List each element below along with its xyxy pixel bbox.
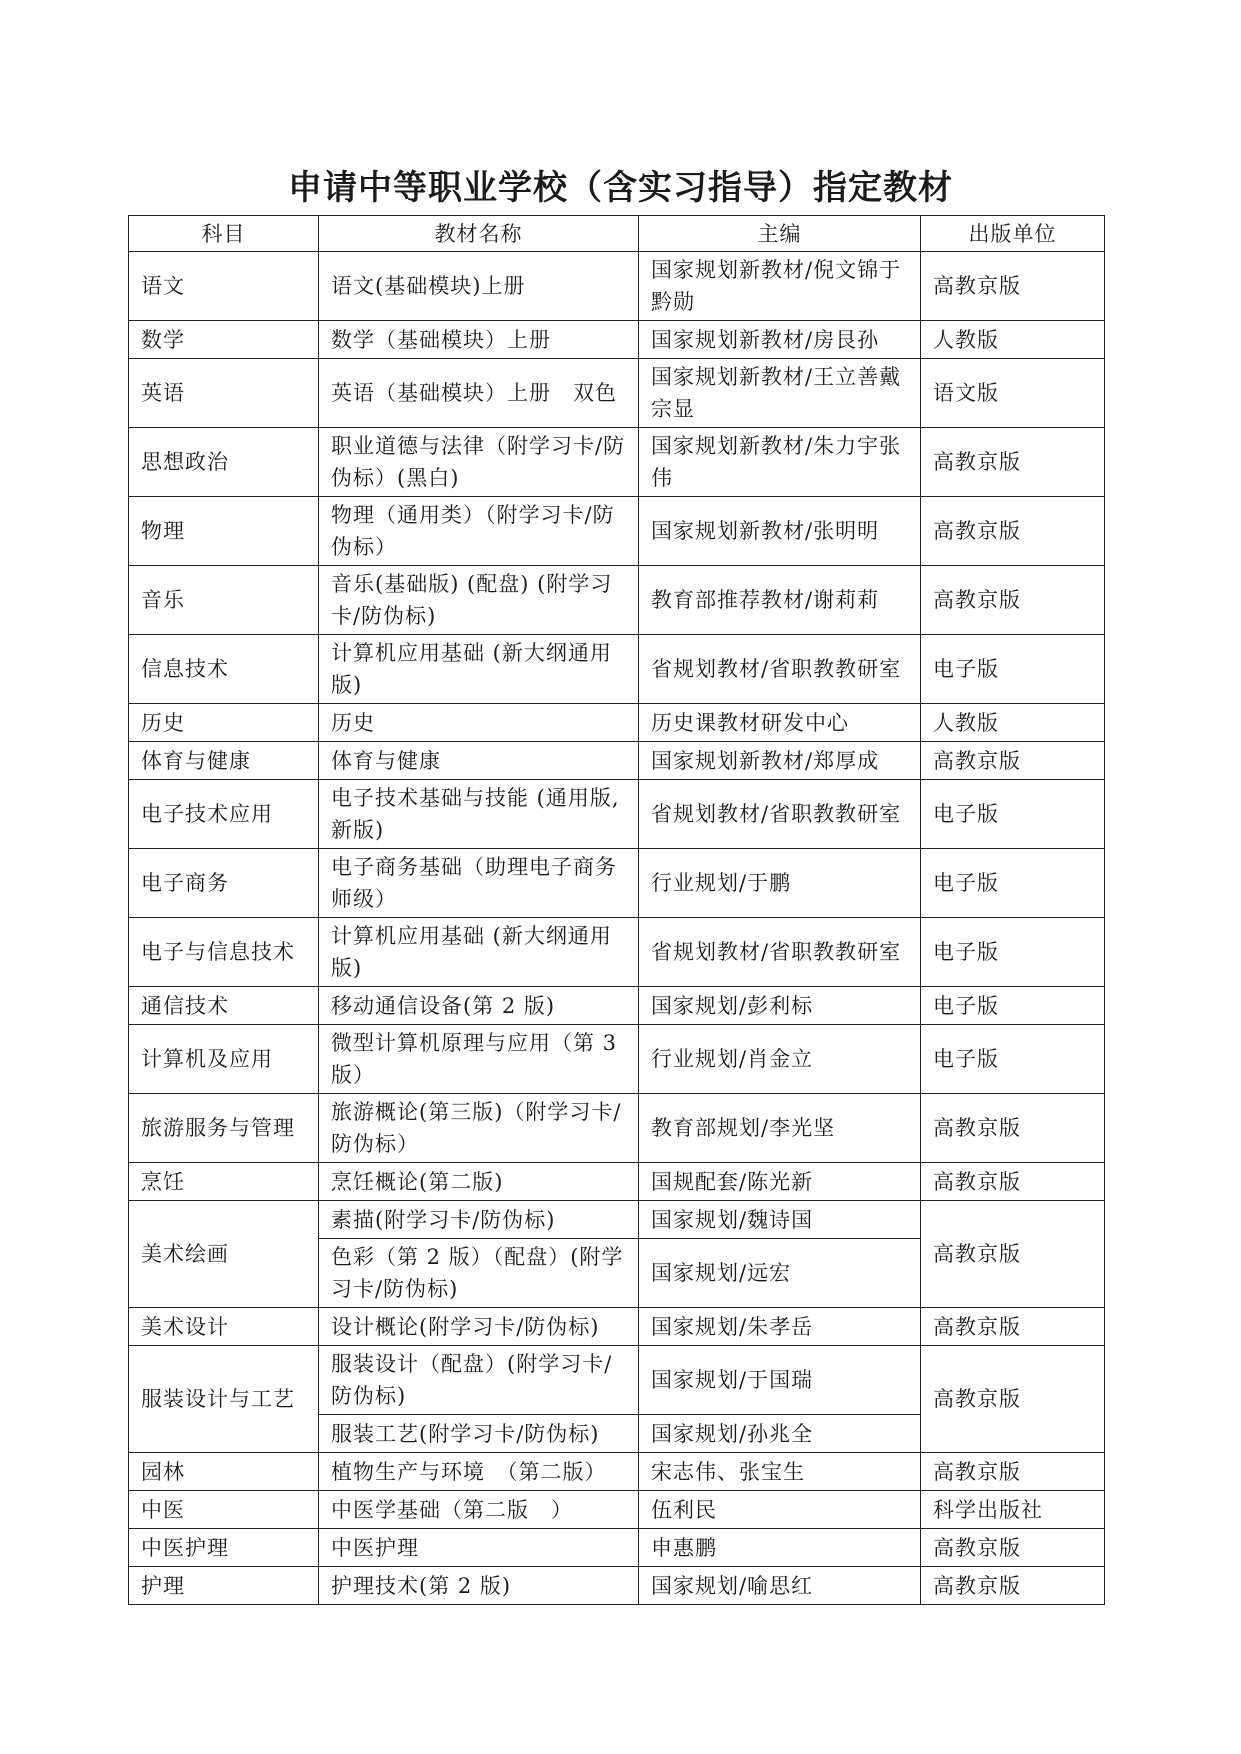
publisher-cell: 电子版	[921, 780, 1105, 849]
publisher-cell: 高教京版	[921, 1346, 1105, 1453]
editor-cell: 国家规划/魏诗国	[639, 1201, 921, 1239]
editor-cell: 宋志伟、张宝生	[639, 1453, 921, 1491]
book-name-cell: 植物生产与环境 （第二版）	[319, 1453, 639, 1491]
table-row	[129, 1346, 1105, 1415]
editor-cell: 国家规划新教材/房艮孙	[639, 321, 921, 359]
subject-cell: 服装设计与工艺	[129, 1346, 319, 1453]
editor-cell: 行业规划/肖金立	[639, 1025, 921, 1094]
table-row	[129, 321, 1105, 359]
publisher-cell: 高教京版	[921, 1201, 1105, 1308]
table-row	[129, 849, 1105, 918]
editor-cell: 国规配套/陈光新	[639, 1163, 921, 1201]
book-name-cell: 移动通信设备(第 2 版)	[319, 987, 639, 1025]
table-row	[129, 1094, 1105, 1163]
publisher-cell: 电子版	[921, 1025, 1105, 1094]
page-title: 申请中等职业学校（含实习指导）指定教材	[288, 168, 953, 208]
book-name-cell: 计算机应用基础 (新大纲通用版)	[319, 918, 639, 987]
table-row	[129, 428, 1105, 497]
editor-cell: 伍利民	[639, 1491, 921, 1529]
subject-cell: 物理	[129, 497, 319, 566]
publisher-cell: 高教京版	[921, 497, 1105, 566]
book-name-cell: 护理技术(第 2 版)	[319, 1567, 639, 1605]
book-name-cell: 历史	[319, 704, 639, 742]
subject-cell: 旅游服务与管理	[129, 1094, 319, 1163]
publisher-cell: 高教京版	[921, 566, 1105, 635]
table-row	[129, 1491, 1105, 1529]
publisher-cell: 电子版	[921, 849, 1105, 918]
book-name-cell: 色彩（第 2 版）（配盘）(附学习卡/防伪标)	[319, 1239, 639, 1308]
publisher-cell: 高教京版	[921, 1453, 1105, 1491]
publisher-cell: 科学出版社	[921, 1491, 1105, 1529]
book-name-cell: 旅游概论(第三版)（附学习卡/防伪标）	[319, 1094, 639, 1163]
book-name-cell: 素描(附学习卡/防伪标)	[319, 1201, 639, 1239]
publisher-cell: 人教版	[921, 704, 1105, 742]
table-row	[129, 1308, 1105, 1346]
editor-cell: 国家规划新教材/张明明	[639, 497, 921, 566]
subject-cell: 护理	[129, 1567, 319, 1605]
table-row	[129, 742, 1105, 780]
table-row	[129, 1025, 1105, 1094]
subject-cell: 中医	[129, 1491, 319, 1529]
subject-cell: 体育与健康	[129, 742, 319, 780]
editor-cell: 省规划教材/省职教教研室	[639, 635, 921, 704]
editor-cell: 申惠鹏	[639, 1529, 921, 1567]
table-row	[129, 497, 1105, 566]
textbook-table	[128, 215, 1105, 1605]
table-row	[129, 1163, 1105, 1201]
subject-cell: 中医护理	[129, 1529, 319, 1567]
publisher-cell: 电子版	[921, 918, 1105, 987]
subject-cell: 电子与信息技术	[129, 918, 319, 987]
editor-cell: 国家规划/孙兆全	[639, 1415, 921, 1453]
publisher-cell: 电子版	[921, 635, 1105, 704]
publisher-cell: 高教京版	[921, 742, 1105, 780]
book-name-cell: 设计概论(附学习卡/防伪标)	[319, 1308, 639, 1346]
table-body	[129, 252, 1105, 1605]
subject-cell: 美术设计	[129, 1308, 319, 1346]
header-subject: 科目	[129, 216, 319, 252]
subject-cell: 通信技术	[129, 987, 319, 1025]
subject-cell: 烹饪	[129, 1163, 319, 1201]
subject-cell: 电子商务	[129, 849, 319, 918]
header-editor: 主编	[639, 216, 921, 252]
publisher-cell: 高教京版	[921, 1529, 1105, 1567]
table-row	[129, 252, 1105, 321]
header-publisher: 出版单位	[921, 216, 1105, 252]
subject-cell: 信息技术	[129, 635, 319, 704]
book-name-cell: 物理（通用类）（附学习卡/防伪标）	[319, 497, 639, 566]
header-book-name: 教材名称	[319, 216, 639, 252]
table-row	[129, 780, 1105, 849]
table-header-row	[129, 216, 1105, 252]
editor-cell: 国家规划/喻思红	[639, 1567, 921, 1605]
book-name-cell: 服装设计（配盘）(附学习卡/防伪标)	[319, 1346, 639, 1415]
editor-cell: 国家规划新教材/郑厚成	[639, 742, 921, 780]
table-row	[129, 359, 1105, 428]
book-name-cell: 音乐(基础版) (配盘) (附学习卡/防伪标)	[319, 566, 639, 635]
editor-cell: 国家规划新教材/朱力宇张 伟	[639, 428, 921, 497]
table-row	[129, 987, 1105, 1025]
subject-cell: 计算机及应用	[129, 1025, 319, 1094]
editor-cell: 国家规划/远宏	[639, 1239, 921, 1308]
editor-cell: 教育部规划/李光坚	[639, 1094, 921, 1163]
publisher-cell: 高教京版	[921, 428, 1105, 497]
subject-cell: 美术绘画	[129, 1201, 319, 1308]
publisher-cell: 人教版	[921, 321, 1105, 359]
subject-cell: 语文	[129, 252, 319, 321]
editor-cell: 国家规划新教材/倪文锦于黔勋	[639, 252, 921, 321]
editor-cell: 省规划教材/省职教教研室	[639, 780, 921, 849]
book-name-cell: 中医护理	[319, 1529, 639, 1567]
book-name-cell: 体育与健康	[319, 742, 639, 780]
publisher-cell: 高教京版	[921, 252, 1105, 321]
table-row	[129, 918, 1105, 987]
subject-cell: 英语	[129, 359, 319, 428]
subject-cell: 历史	[129, 704, 319, 742]
publisher-cell: 高教京版	[921, 1163, 1105, 1201]
book-name-cell: 服装工艺(附学习卡/防伪标)	[319, 1415, 639, 1453]
publisher-cell: 语文版	[921, 359, 1105, 428]
publisher-cell: 高教京版	[921, 1094, 1105, 1163]
editor-cell: 国家规划/彭利标	[639, 987, 921, 1025]
editor-cell: 历史课教材研发中心	[639, 704, 921, 742]
book-name-cell: 烹饪概论(第二版)	[319, 1163, 639, 1201]
editor-cell: 行业规划/于鹏	[639, 849, 921, 918]
table-row	[129, 704, 1105, 742]
book-name-cell: 中医学基础（第二版 ）	[319, 1491, 639, 1529]
subject-cell: 音乐	[129, 566, 319, 635]
publisher-cell: 高教京版	[921, 1308, 1105, 1346]
table-row	[129, 1201, 1105, 1239]
publisher-cell: 高教京版	[921, 1567, 1105, 1605]
table-row	[129, 1453, 1105, 1491]
book-name-cell: 计算机应用基础 (新大纲通用版)	[319, 635, 639, 704]
editor-cell: 国家规划/朱孝岳	[639, 1308, 921, 1346]
book-name-cell: 微型计算机原理与应用（第 3 版）	[319, 1025, 639, 1094]
book-name-cell: 电子技术基础与技能 (通用版, 新版)	[319, 780, 639, 849]
editor-cell: 省规划教材/省职教教研室	[639, 918, 921, 987]
table-row	[129, 566, 1105, 635]
book-name-cell: 电子商务基础（助理电子商务师级）	[319, 849, 639, 918]
book-name-cell: 语文(基础模块)上册	[319, 252, 639, 321]
book-name-cell: 数学（基础模块）上册	[319, 321, 639, 359]
table-row	[129, 1529, 1105, 1567]
book-name-cell: 职业道德与法律（附学习卡/防伪标）(黑白)	[319, 428, 639, 497]
table-row	[129, 635, 1105, 704]
editor-cell: 教育部推荐教材/谢莉莉	[639, 566, 921, 635]
publisher-cell: 电子版	[921, 987, 1105, 1025]
subject-cell: 数学	[129, 321, 319, 359]
subject-cell: 思想政治	[129, 428, 319, 497]
table-row	[129, 1567, 1105, 1605]
book-name-cell: 英语（基础模块）上册 双色	[319, 359, 639, 428]
editor-cell: 国家规划新教材/王立善戴宗显	[639, 359, 921, 428]
editor-cell: 国家规划/于国瑞	[639, 1346, 921, 1415]
subject-cell: 电子技术应用	[129, 780, 319, 849]
subject-cell: 园林	[129, 1453, 319, 1491]
